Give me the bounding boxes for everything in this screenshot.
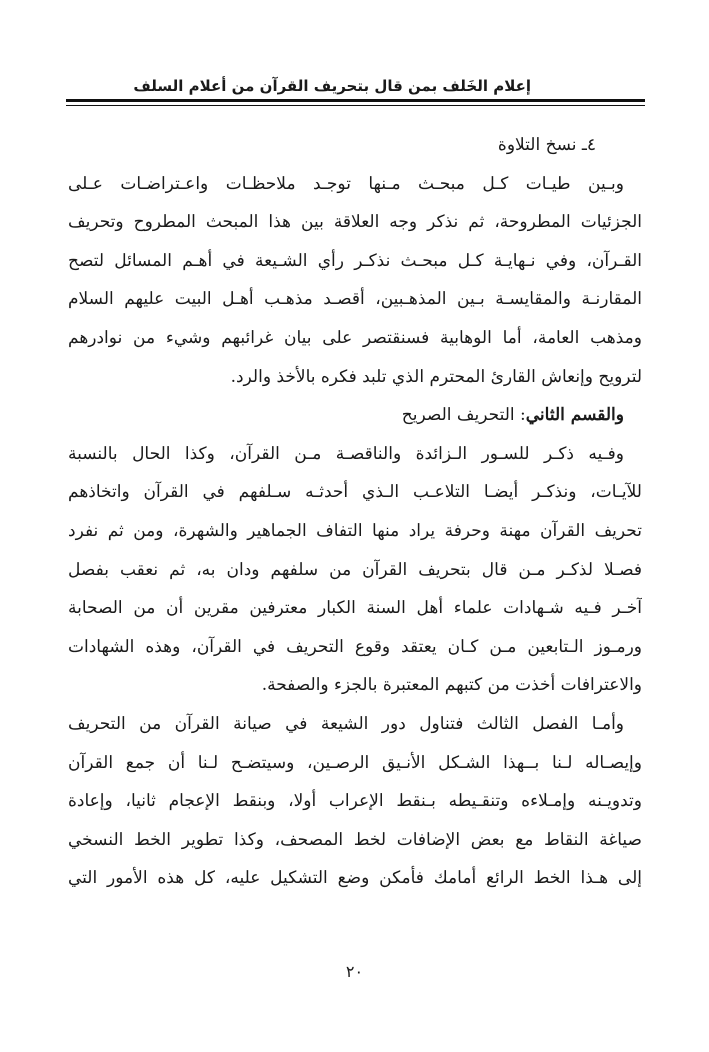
- text-line: ورمـوز الـتابعين مـن كـان يعتقد وقوع التحريف في القرآن، وهذه الشهادات: [68, 636, 642, 657]
- section-heading: [68, 396, 642, 435]
- text-line: وفـيه ذكـر للسـور الـزائدة والناقصـة مـن القرآن، وكذا الحال بالنسبة: [68, 443, 624, 464]
- text-line: إلى هـذا الخط الرائع أمامك فأمكن وضع التشكيل عليه، كل هذه الأمور التي: [68, 868, 642, 889]
- text-line: لترويح وإنعاش القارئ المحترم الذي تلبد فكره بالأخذ والرد.: [230, 366, 642, 387]
- text-line: للآيـات، ونذكـر أيضـا التلاعـب الـذي أحدثـه سـلفهم في القرآن واتخاذهم: [68, 482, 642, 503]
- text-line: وإيصـاله لـنا بــهذا الشـكل الأنـيق الرصـين، وسيتضـح لـنا أن جمع القرآن: [68, 752, 642, 773]
- text-line: القـرآن، وفي نـهايـة كـل مبحـث نذكـر رأي الشـيعة في أهـم المسائل لتصح: [68, 250, 642, 271]
- text-line: وأمـا الفصل الثالث فتناول دور الشيعة في صيانة القرآن من التحريف: [68, 713, 624, 734]
- section-heading-label: والقسم الثاني: [525, 405, 624, 426]
- text-line: ومذهب العامة، أما الوهابية فسنقتصر على بيان غرائبهم وشيء من نوادرهم: [68, 327, 642, 348]
- section-heading-title: : التحريف الصريح: [401, 405, 526, 426]
- page-number: ٢٠: [345, 962, 364, 981]
- item-heading-naskh-tilawa: ٤ـ نسخ التلاوة: [497, 135, 596, 155]
- text-line: الجزئيات المطروحة، ثم نذكر وجه العلاقة بين هذا المبحث المطروح وتحريف: [68, 212, 642, 233]
- text-line: تحريف القرآن مهنة وحرفة يراد منها التفاف الجماهير والشهرة، ومن ثم نفرد: [68, 520, 642, 541]
- text-line: المقارنـة والمقايسـة بـين المذهـبين، أقصـد مذهـب أهـل البيت عليهم السلام: [68, 289, 642, 310]
- text-line: فصـلا لذكـر مـن قال بتحريف القرآن من سلفهم ودان به، ثم نعقب بفصل: [68, 559, 642, 580]
- header-rule-thin: [66, 105, 645, 106]
- header-rule-thick: [66, 99, 645, 102]
- text-line: وتدويـنه وإمـلاءه وتنقـيطه بـنقط الإعراب أولا، وبنقط الإعجام ثانيا، وإعادة: [68, 791, 642, 812]
- text-line: والاعترافات أخذت من كتبهم المعتبرة بالجزء والصفحة.: [261, 675, 642, 696]
- page-body: [68, 126, 642, 898]
- text-line: وبـين طيـات كـل مبحـث مـنها توجـد ملاحظـات واعـتراضـات عـلى: [68, 173, 624, 194]
- text-line: آخـر فـيه شـهادات علماء أهل السنة الكبار معترفين مقرين أن من الصحابة: [68, 598, 642, 619]
- running-header-title: إعلام الخَلف بمن قال بتحريف القرآن من أعلام السلف: [133, 77, 531, 95]
- text-line: صياغة النقاط مع بعض الإضافات لخط المصحف، وكذا تطوير الخط النسخي: [68, 829, 642, 850]
